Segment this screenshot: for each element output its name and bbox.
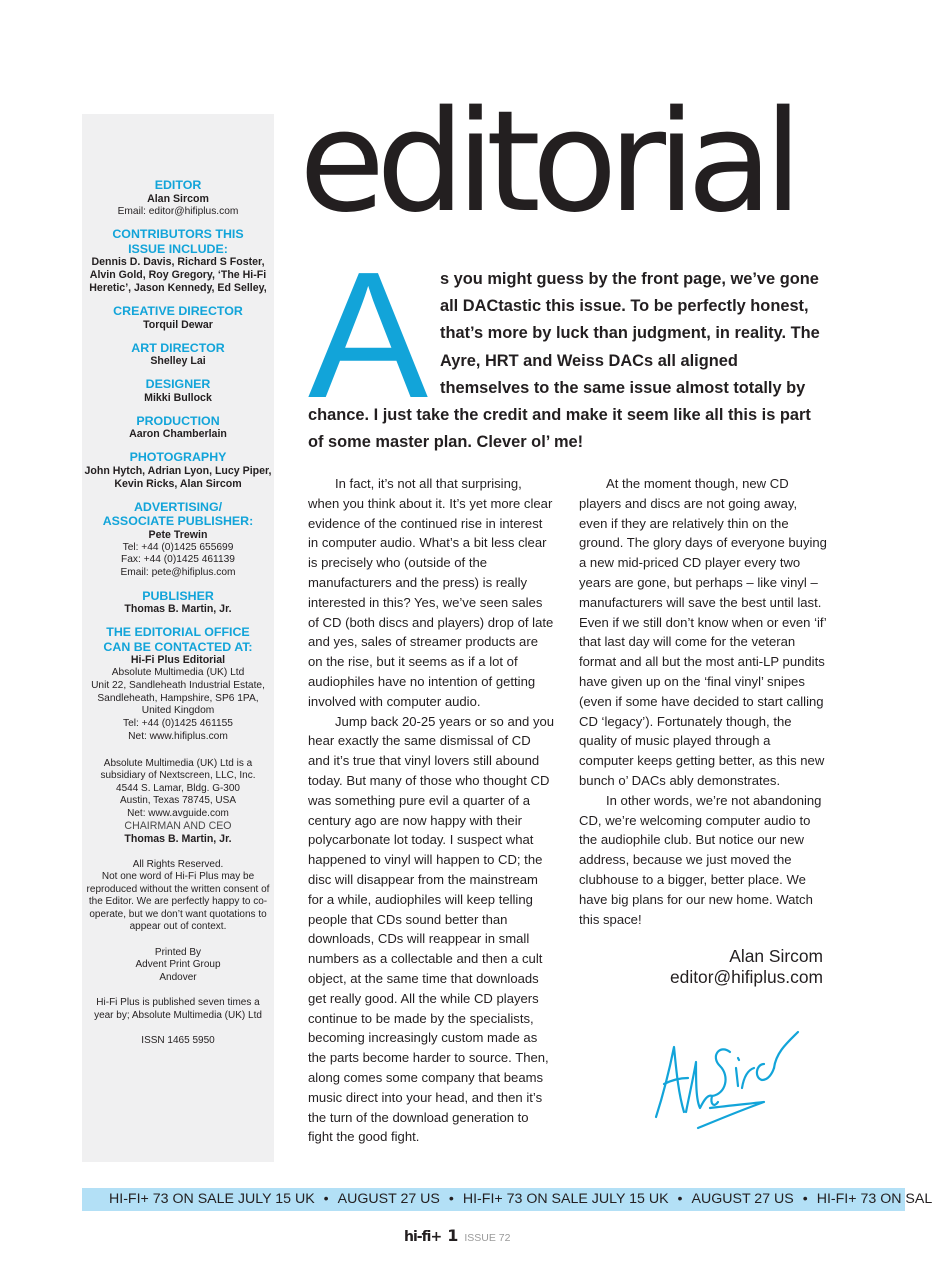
- intro-paragraph-continued: chance. I just take the credit and make it seem like all this is part of some master plan. Clever ol’ me!: [308, 406, 811, 452]
- masthead-rights: [82, 859, 274, 934]
- body-paragraph: Jump back 20-25 years or so and you hear exactly the same dismissal of CD and it’s true that vinyl lovers still abound today. But many of those who thought CD was something pure evil a quarter of a century ago are now happy with their polycarbonate lot today. I suspect what happened to vinyl will happen to CD; the disc will disappear from the mainstream for a while, audiophiles will keep telling people that CDs sound better than downloads, CDs will reappear in small numbers as a collectable and then a cult object, at the same time that downloads get really good. All the while CD players continue to be made by the specialists, becoming increasingly custom made as the parts become harder to source. Then, along comes some company that beams music direct into your head, and then it’s the turn of the download generation to fight the good fight.: [308, 713, 555, 1145]
- masthead-designer: [82, 377, 274, 405]
- masthead-advertising: [82, 500, 274, 580]
- editor-email: Email: editor@hifiplus.com: [117, 205, 239, 217]
- masthead-photography: [82, 450, 274, 491]
- subsidiary-line-2: subsidiary of Nextscreen, LLC, Inc.: [100, 770, 256, 782]
- banner-item: HI-FI+ 73 ON SALE JULY 15 UK: [462, 1191, 669, 1207]
- editor-name: Alan Sircom: [147, 192, 209, 205]
- on-sale-banner: [82, 1188, 932, 1211]
- advertising-heading: ADVERTISING/ ASSOCIATE PUBLISHER:: [102, 499, 254, 529]
- signoff-email: editor@hifiplus.com: [670, 966, 823, 987]
- masthead-editor: [82, 178, 274, 218]
- subsidiary-line-1: Absolute Multimedia (UK) Ltd is a: [103, 757, 253, 769]
- designer-heading: DESIGNER: [145, 377, 211, 392]
- page-footer: [404, 1226, 510, 1246]
- printed-line-2: Advent Print Group: [135, 959, 221, 971]
- production-name: Aaron Chamberlain: [129, 428, 227, 441]
- printed-line-3: Andover: [159, 971, 197, 983]
- office-company: Absolute Multimedia (UK) Ltd: [111, 667, 245, 679]
- bullet-icon: •: [802, 1191, 808, 1207]
- body-column-2: [579, 474, 827, 929]
- masthead-subsidiary: [82, 758, 274, 846]
- bullet-icon: •: [448, 1191, 454, 1207]
- published-line: Hi-Fi Plus is published seven times a year by; Absolute Multimedia (UK) Ltd: [94, 997, 262, 1021]
- office-heading: THE EDITORIAL OFFICE CAN BE CONTACTED AT:: [103, 625, 253, 654]
- office-country: United Kingdom: [141, 705, 215, 717]
- page-title: editorial: [299, 81, 794, 244]
- editor-heading: EDITOR: [154, 178, 202, 192]
- art-director-heading: ART DIRECTOR: [131, 340, 225, 355]
- printed-line-1: Printed By: [154, 946, 202, 958]
- banner-item: HI-FI+ 73 ON SALE JULY 15 UK: [109, 1191, 315, 1207]
- art-director-name: Shelley Lai: [150, 355, 206, 368]
- rights-line-2: Not one word of Hi-Fi Plus may be reproduced without the written consent of the Editor. We are perfectly happy to co-operate, but we don’t want quotations to appear out of context.: [86, 871, 270, 933]
- masthead-office: [82, 625, 274, 743]
- rights-line-1: All Rights Reserved.: [132, 858, 224, 870]
- chairman-label: CHAIRMAN AND CEO: [124, 820, 232, 833]
- creative-director-name: Torquil Dewar: [143, 318, 213, 331]
- masthead-printed: [82, 947, 274, 985]
- issn: ISSN 1465 5950: [141, 1035, 215, 1047]
- advertising-email: Email: pete@hifiplus.com: [120, 567, 236, 579]
- photography-heading: PHOTOGRAPHY: [129, 450, 227, 465]
- masthead-issn: [82, 1035, 274, 1048]
- contributors-names: Dennis D. Davis, Richard S Foster, Alvin Gold, Roy Gregory, ‘The Hi-Fi Heretic’, Jason Kennedy, Ed Selley,: [89, 256, 267, 295]
- masthead-publisher: [82, 589, 274, 617]
- office-address-1: Unit 22, Sandleheath Industrial Estate,: [91, 680, 265, 692]
- masthead-production: [82, 414, 274, 442]
- body-paragraph: At the moment though, new CD players and discs are not going away, even if they are relatively thin on the ground. The glory days of everyone buying a new mid-priced CD player every two years are gone, but perhaps – like vinyl – manufacturers will save the best until last. Even if we still don’t know when or even ‘if’ that last day will come for the veteran format and all but the most anti-LP pundits have given up on the ‘final vinyl’ snipes (even if some have decided to start calling CD ‘legacy’). Fortunately though, the quality of music played through a computer keeps getting better, as this new bunch o’ DACs ably demonstrates.: [579, 476, 827, 788]
- hifiplus-logo: hi-fi+: [404, 1229, 442, 1245]
- signoff-name: Alan Sircom: [729, 946, 823, 966]
- production-heading: PRODUCTION: [136, 413, 220, 428]
- advertising-tel: Tel: +44 (0)1425 655699: [122, 541, 234, 553]
- advertising-name: Pete Trewin: [148, 528, 208, 541]
- masthead-published: [82, 997, 274, 1022]
- bullet-icon: •: [677, 1191, 683, 1207]
- banner-item: AUGUST 27 US: [337, 1191, 440, 1207]
- signoff: [579, 946, 823, 987]
- chairman-name: Thomas B. Martin, Jr.: [124, 832, 232, 845]
- creative-director-heading: CREATIVE DIRECTOR: [113, 304, 243, 319]
- office-address-2: Sandleheath, Hampshire, SP6 1PA,: [97, 692, 259, 704]
- body-paragraph: In fact, it’s not all that surprising, when you think about it. It’s yet more clear evidence of the continued rise in interest in computer audio. What’s a bit less clear is precisely who (outside of the manufacturers and the press) is really interested in this? Yes, we’ve seen sales of CD (both discs and players) drop of late and yes, sales of streamer products are on the rise, but it seems as if a lot of audiophiles have no intention of getting involved with computer audio.: [308, 476, 554, 709]
- masthead-sidebar: [82, 114, 274, 1162]
- handwritten-signature: [646, 1012, 816, 1132]
- body-paragraph: In other words, we’re not abandoning CD, we’re welcoming computer audio to the audiophile club. But notice our new address, because we just moved the clubhouse to a bigger, better place. We have big plans for our new home. Watch this space!: [579, 792, 822, 927]
- masthead-contributors: [82, 227, 274, 295]
- bullet-icon: •: [323, 1191, 329, 1207]
- subsidiary-line-5: Net: www.avguide.com: [127, 807, 229, 819]
- banner-item: AUGUST 27 US: [691, 1191, 794, 1207]
- publisher-heading: PUBLISHER: [142, 588, 214, 603]
- drop-cap: A: [308, 235, 429, 436]
- issue-label: ISSUE 72: [464, 1232, 511, 1244]
- advertising-fax: Fax: +44 (0)1425 461139: [121, 554, 235, 566]
- office-net: Net: www.hifiplus.com: [128, 730, 228, 742]
- intro-paragraph: s you might guess by the front page, we’ve gone all DACtastic this issue. To be perfectly honest, that’s more by luck than judgment, in reality. The Ayre, HRT and Weiss DACs all aligned themselves to the same issue almost totally by: [440, 270, 820, 397]
- masthead-creative-director: [82, 304, 274, 332]
- body-column-1: [308, 474, 555, 1147]
- page-number: 1: [447, 1226, 459, 1245]
- banner-item: HI-FI+ 73 ON SAL: [816, 1191, 932, 1207]
- subsidiary-line-3: 4544 S. Lamar, Bldg. G-300: [116, 782, 240, 794]
- subsidiary-line-4: Austin, Texas 78745, USA: [120, 795, 236, 807]
- office-name: Hi-Fi Plus Editorial: [130, 654, 226, 667]
- designer-name: Mikki Bullock: [144, 391, 212, 404]
- masthead-art-director: [82, 341, 274, 369]
- publisher-name: Thomas B. Martin, Jr.: [124, 603, 232, 616]
- photography-names: John Hytch, Adrian Lyon, Lucy Piper, Kevin Ricks, Alan Sircom: [84, 464, 272, 490]
- contributors-heading: CONTRIBUTORS THIS ISSUE INCLUDE:: [112, 227, 244, 256]
- office-tel: Tel: +44 (0)1425 461155: [123, 718, 233, 730]
